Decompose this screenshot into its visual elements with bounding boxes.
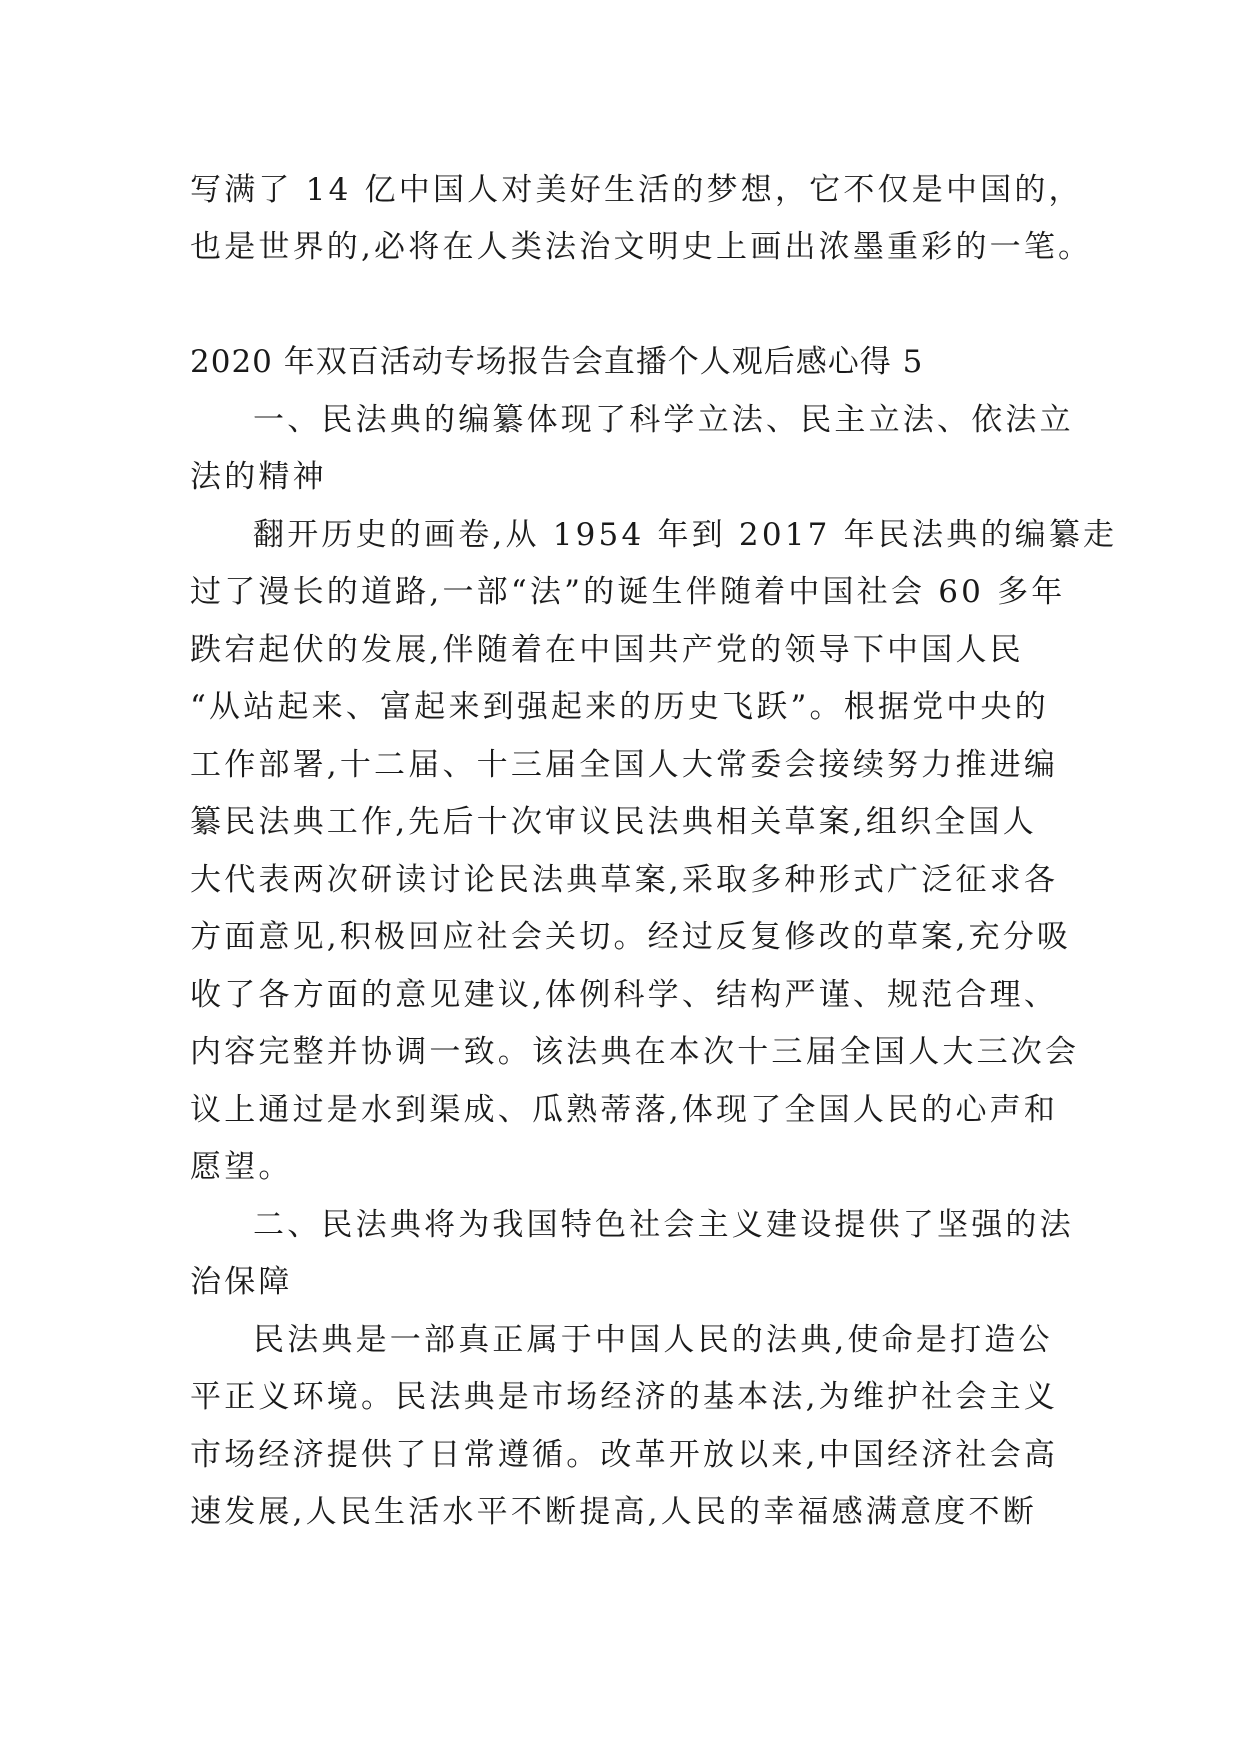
body-text-line: 也是世界的,必将在人类法治文明史上画出浓墨重彩的一笔。 [190,229,1093,265]
paragraph-line: 方面意见,积极回应社会关切。经过反复修改的草案,充分吸 [190,919,1072,955]
heading-line: 法的精神 [190,459,327,495]
paragraph-line: 纂民法典工作,先后十次审议民法典相关草案,组织全国人 [190,804,1037,840]
paragraph-line: 收了各方面的意见建议,体例科学、结构严谨、规范合理、 [190,977,1059,1013]
paragraph-line: 平正义环境。民法典是市场经济的基本法,为维护社会主义 [190,1379,1059,1415]
heading-line: 二、民法典将为我国特色社会主义建设提供了坚强的法 [253,1207,1074,1243]
section-title: 2020 年双百活动专场报告会直播个人观后感心得 5 [190,344,924,380]
paragraph-line: 翻开历史的画卷,从 1954 年到 2017 年民法典的编纂走 [253,517,1118,553]
body-text-line: 写满了 14 亿中国人对美好生活的梦想，它不仅是中国的， [190,172,1083,208]
heading-line: 治保障 [190,1264,293,1300]
paragraph-line: “从站起来、富起来到强起来的历史飞跃”。根据党中央的 [190,689,1049,725]
heading-line: 一、民法典的编纂体现了科学立法、民主立法、依法立 [253,402,1074,438]
paragraph-line: 过了漫长的道路,一部“法”的诞生伴随着中国社会 60 多年 [190,574,1066,610]
paragraph-line: 民法典是一部真正属于中国人民的法典,使命是打造公 [253,1322,1053,1358]
paragraph-line: 工作部署,十二届、十三届全国人大常委会接续努力推进编 [190,747,1059,783]
paragraph-line: 内容完整并协调一致。该法典在本次十三届全国人大三次会 [190,1034,1080,1070]
paragraph-line: 跌宕起伏的发展,伴随着在中国共产党的领导下中国人民 [190,632,1024,668]
paragraph-line: 速发展,人民生活水平不断提高,人民的幸福感满意度不断 [190,1494,1037,1530]
paragraph-line: 愿望。 [190,1149,293,1185]
paragraph-line: 大代表两次研读讨论民法典草案,采取多种形式广泛征求各 [190,862,1059,898]
paragraph-line: 市场经济提供了日常遵循。改革开放以来,中国经济社会高 [190,1437,1059,1473]
paragraph-line: 议上通过是水到渠成、瓜熟蒂落,体现了全国人民的心声和 [190,1092,1059,1128]
